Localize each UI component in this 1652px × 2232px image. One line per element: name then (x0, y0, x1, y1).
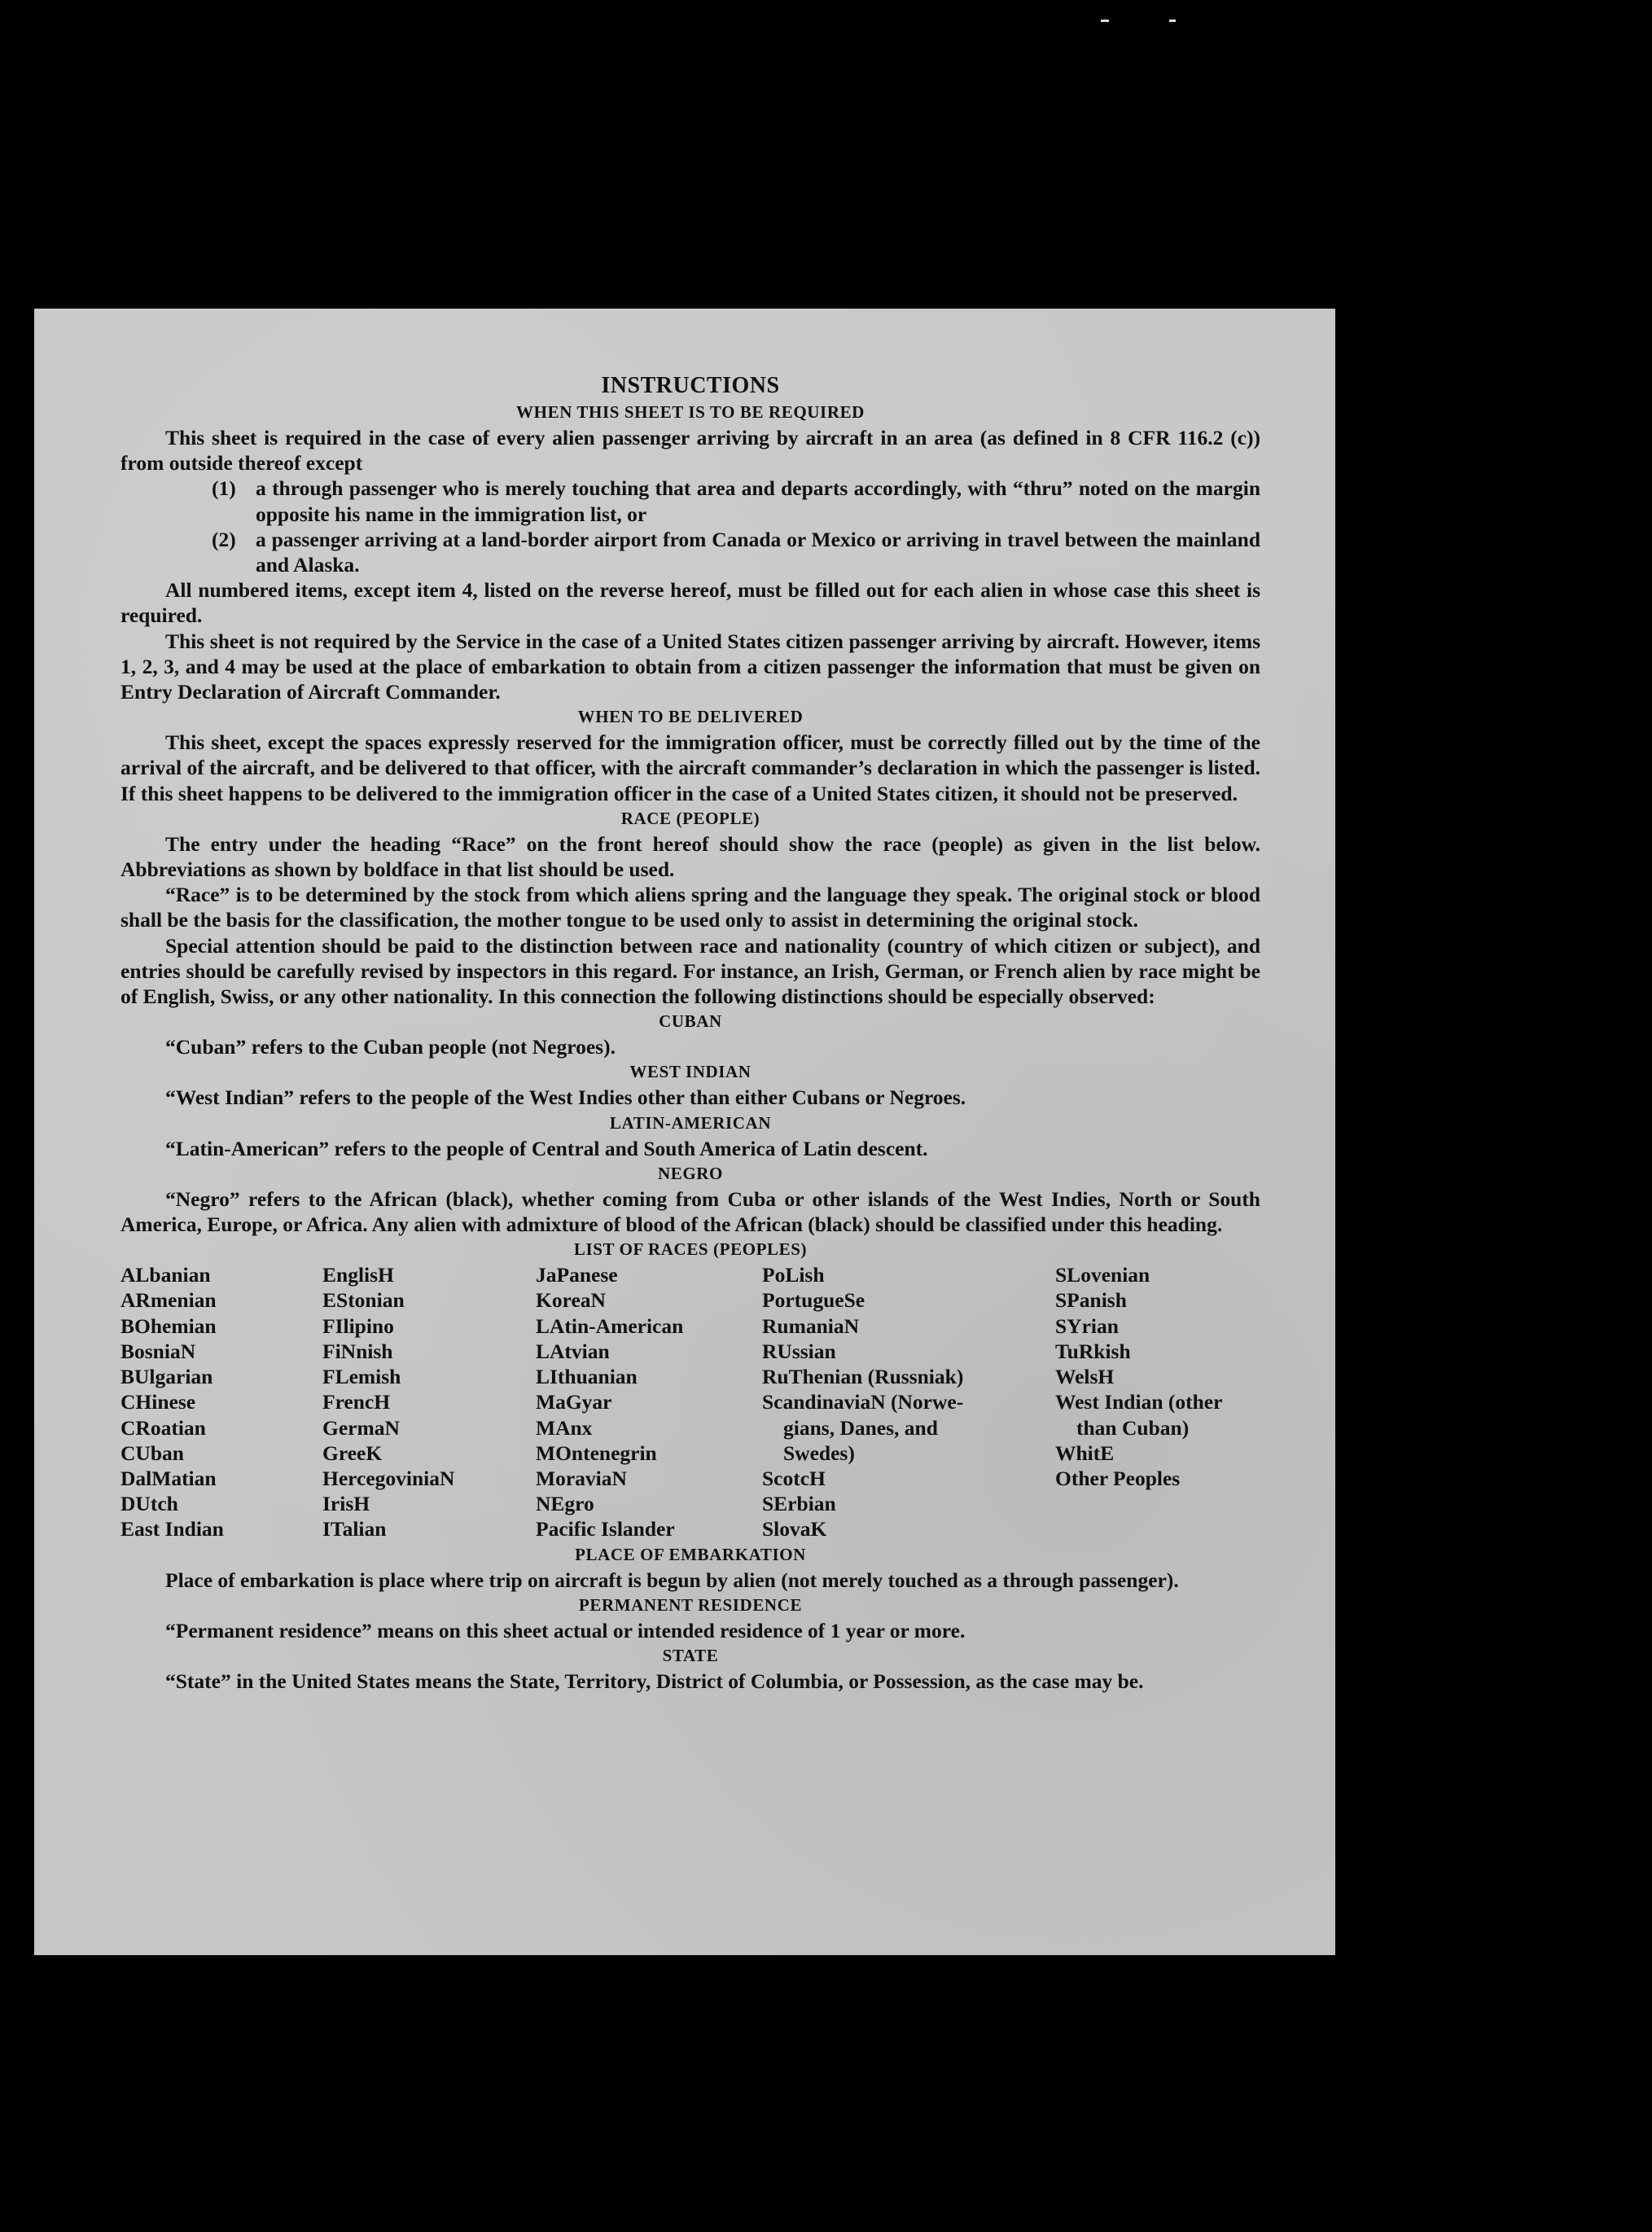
race-entry: Pacific Islander (536, 1517, 675, 1541)
paragraph: “Cuban” refers to the Cuban people (not Negroes). (165, 1035, 616, 1059)
list-item (121, 476, 1260, 526)
section-heading: WEST INDIAN (629, 1062, 752, 1082)
race-entry: GermaN (322, 1415, 400, 1440)
race-entry: PortugueSe (762, 1288, 865, 1313)
paragraph: This sheet is not required by the Service in the case of a United States citizen passenger arriving by aircraft. However, items 1, 2, 3, and 4 may be used at the place of embarkation to obtain from a citizen passenger the information that must be given on Entry Declaration of Aircraft Commander. (121, 629, 1260, 704)
race-entry: MoraviaN (536, 1466, 627, 1490)
item-text: a through passenger who is merely touching that area and departs accordingly, with “thru” noted on the margin opposite his name in the immigration list, or (256, 476, 1260, 526)
instructions-content (121, 372, 1260, 1694)
race-entry: DUtch (121, 1492, 178, 1516)
race-entry: FiNnish (322, 1339, 393, 1363)
section-list-of-races (121, 1237, 1260, 1541)
race-entry: EnglisH (322, 1263, 394, 1287)
section-negro (121, 1161, 1260, 1237)
race-entry: ITalian (322, 1517, 387, 1541)
race-entry: ARmenian (121, 1288, 217, 1313)
races-column (322, 1262, 536, 1541)
races-column (536, 1262, 762, 1541)
section-heading: CUBAN (659, 1011, 722, 1032)
race-entry: SErbian (762, 1492, 836, 1516)
race-entry: IrisH (322, 1492, 370, 1516)
race-entry: BUlgarian (121, 1365, 213, 1389)
section-heading: WHEN THIS SHEET IS TO BE REQUIRED (516, 402, 865, 422)
race-entry: LIthuanian (536, 1365, 638, 1389)
paragraph: “Permanent residence” means on this sheet actual or intended residence of 1 year or more. (165, 1618, 966, 1642)
race-entry: gians, Danes, and (783, 1415, 938, 1440)
section-heading: RACE (PEOPLE) (620, 808, 760, 828)
section-heading: PERMANENT RESIDENCE (578, 1594, 803, 1615)
section-heading: LATIN-AMERICAN (609, 1112, 772, 1133)
scan-mark (1169, 20, 1176, 22)
page-title: INSTRUCTIONS (601, 373, 780, 398)
paragraph: Place of embarkation is place where trip on aircraft is begun by alien (not merely touched as a through passenger). (165, 1568, 1179, 1592)
paragraph: This sheet is required in the case of every alien passenger arriving by aircraft in an area (as defined in 8 CFR 116.2 (c)) from outside thereof except (121, 426, 1260, 476)
list-item (121, 527, 1260, 577)
section-permanent-residence (121, 1593, 1260, 1643)
race-entry: JaPanese (536, 1263, 618, 1287)
race-entry: FIlipino (322, 1313, 394, 1338)
races-column (121, 1262, 322, 1541)
race-entry: FrencH (322, 1390, 391, 1414)
paragraph: “State” in the United States means the State, Territory, District of Columbia, or Possession, as the case may be. (165, 1669, 1144, 1693)
races-list (121, 1262, 1260, 1541)
scan-mark (1101, 20, 1109, 22)
paragraph: All numbered items, except item 4, listed on the reverse hereof, must be filled out for each alien in whose case this sheet is required. (121, 578, 1260, 628)
paragraph: “Race” is to be determined by the stock from which aliens spring and the language they speak. The original stock or blood shall be the basis for the classification, the mother tongue to be used only to assist in determining the original stock. (121, 883, 1260, 932)
document-sheet (34, 309, 1335, 1955)
race-entry: BOhemian (121, 1313, 217, 1338)
paragraph: “West Indian” refers to the people of the West Indies other than either Cubans or Negroes. (165, 1085, 966, 1110)
race-entry: MOntenegrin (536, 1440, 657, 1465)
section-heading: STATE (662, 1645, 719, 1665)
race-entry: than Cuban) (1076, 1415, 1190, 1440)
races-column (762, 1262, 1055, 1541)
race-entry: RumaniaN (762, 1313, 860, 1338)
section-place-of-embarkation (121, 1542, 1260, 1593)
race-entry: RuThenian (Russniak) (762, 1365, 964, 1389)
race-entry: West Indian (other (1055, 1390, 1223, 1414)
section-race (121, 806, 1260, 1009)
race-entry: MAnx (536, 1415, 593, 1440)
paragraph: Special attention should be paid to the distinction between race and nationality (country of which citizen or subject), and entries should be carefully revised by inspectors in this regard. For instance, an Irish, German, or French alien by race might be of English, Swiss, or any other nationality. In this connection the following distinctions should be especially observed: (121, 933, 1260, 1009)
section-heading: WHEN TO BE DELIVERED (577, 707, 804, 727)
race-entry: HercegoviniaN (322, 1466, 455, 1490)
race-entry: GreeK (322, 1440, 383, 1465)
race-entry: EStonian (322, 1288, 405, 1313)
race-entry: CUban (121, 1440, 184, 1465)
section-heading: NEGRO (657, 1163, 723, 1183)
race-entry: East Indian (121, 1517, 224, 1541)
race-entry: MaGyar (536, 1390, 612, 1414)
race-entry: NEgro (536, 1492, 594, 1516)
section-when-delivered (121, 704, 1260, 806)
race-entry: SlovaK (762, 1517, 827, 1541)
paragraph: “Negro” refers to the African (black), whether coming from Cuba or other islands of the West Indies, North or South America, Europe, or Africa. Any alien with admixture of blood of the African (black) should be classified under this heading. (121, 1186, 1260, 1237)
race-entry: WhitE (1055, 1440, 1115, 1465)
paragraph: “Latin-American” refers to the people of Central and South America of Latin descent. (165, 1136, 928, 1160)
race-entry: DalMatian (121, 1466, 217, 1490)
section-heading: PLACE OF EMBARKATION (575, 1544, 806, 1564)
race-entry: KoreaN (536, 1288, 606, 1313)
section-state (121, 1643, 1260, 1694)
race-entry: RUssian (762, 1339, 836, 1363)
race-entry: PoLish (762, 1263, 825, 1287)
item-number: (2) (212, 527, 236, 551)
item-text: a passenger arriving at a land-border airport from Canada or Mexico or arriving in travel between the mainland and Alaska. (256, 527, 1260, 577)
race-entry: SLovenian (1055, 1263, 1150, 1287)
race-entry: FLemish (322, 1365, 401, 1389)
race-entry: WelsH (1055, 1365, 1115, 1389)
paragraph: This sheet, except the spaces expressly reserved for the immigration officer, must be correctly filled out by the time of the arrival of the aircraft, and be delivered to that officer, with the aircraft commander’s declaration in which the passenger is listed. If this sheet happens to be delivered to the immigration officer in the case of a United States citizen, it should not be preserved. (121, 730, 1260, 805)
race-entry: Other Peoples (1055, 1466, 1181, 1490)
paragraph: The entry under the heading “Race” on the front hereof should show the race (people) as given in the list below. Abbreviations as shown by boldface in that list should be used. (121, 831, 1260, 882)
race-entry: SPanish (1055, 1288, 1127, 1313)
section-cuban (121, 1009, 1260, 1059)
race-entry: SYrian (1055, 1313, 1119, 1338)
section-west-indian (121, 1059, 1260, 1110)
section-when-required (121, 400, 1260, 704)
race-entry: BosniaN (121, 1339, 196, 1363)
race-entry: LAtvian (536, 1339, 610, 1363)
section-latin-american (121, 1111, 1260, 1161)
race-entry: Swedes) (783, 1440, 855, 1465)
item-number: (1) (212, 476, 236, 501)
race-entry: ScotcH (762, 1466, 826, 1490)
race-entry: ALbanian (121, 1263, 211, 1287)
race-entry: CRoatian (121, 1415, 206, 1440)
section-heading: LIST OF RACES (PEOPLES) (573, 1239, 808, 1260)
race-entry: ScandinaviaN (Norwe- (762, 1390, 964, 1414)
race-entry: LAtin-American (536, 1313, 684, 1338)
race-entry: CHinese (121, 1390, 196, 1414)
race-entry: TuRkish (1055, 1339, 1131, 1363)
races-column (1055, 1262, 1260, 1541)
